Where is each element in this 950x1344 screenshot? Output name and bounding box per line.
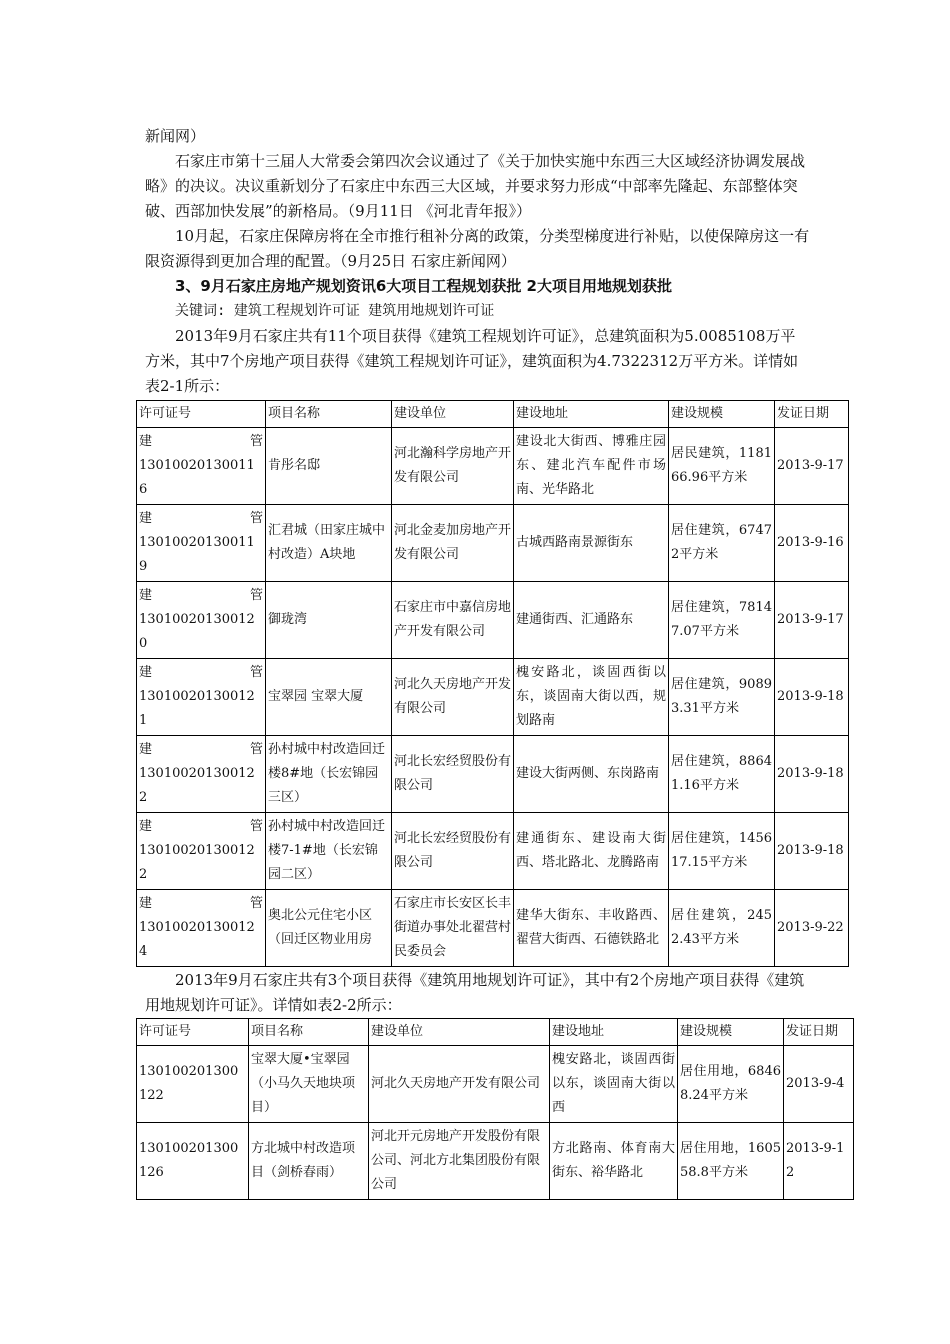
permit-prefix: 建 <box>139 588 153 603</box>
developer: 河北久天房地产开发有限公司 <box>369 1046 550 1123</box>
intro-paragraph-1: 石家庄市第十三届人大常委会第四次会议通过了《关于加快实施中东西三大区域经济协调发展战略》的决议。决议重新划分了石家庄中东西三大区域，并要求努力形成“中部率先隆起、东部整体突破、西部加快发展”的新格局。（9月11日 《河北青年报》） <box>145 152 806 220</box>
permit-number: 130100201300116 <box>139 458 255 497</box>
permit-number: 130100201300122 <box>137 1046 249 1123</box>
permit-cell <box>137 813 266 890</box>
issue-date: 2013-9-22 <box>775 890 849 967</box>
permit-prefix: 建 <box>139 896 153 911</box>
developer: 河北久天房地产开发有限公司 <box>392 659 514 736</box>
permit-number: 130100201300120 <box>139 612 255 651</box>
issue-date: 2013-9-17 <box>775 582 849 659</box>
header-unit: 建设单位 <box>369 1019 550 1046</box>
permit-cell <box>137 428 266 505</box>
permit-prefix: 建 <box>139 819 153 834</box>
permit-cell <box>137 659 266 736</box>
developer: 河北瀚科学房地产开发有限公司 <box>392 428 514 505</box>
header-permit: 许可证号 <box>137 1019 249 1046</box>
address: 方北路南、体育南大街东、裕华路北 <box>550 1123 678 1200</box>
table-row <box>137 890 849 967</box>
permit-prefix: 建 <box>139 511 153 526</box>
project-name: 汇君城（田家庄城中村改造）A块地 <box>266 505 392 582</box>
address: 古城西路南景源街东 <box>514 505 669 582</box>
project-name: 方北城中村改造项目（剑桥春雨） <box>249 1123 369 1200</box>
address: 建华大街东、丰收路西、翟营大街西、石德铁路北 <box>514 890 669 967</box>
issue-date: 2013-9-18 <box>775 659 849 736</box>
header-date: 发证日期 <box>784 1019 854 1046</box>
table-row <box>137 505 849 582</box>
header-address: 建设地址 <box>514 401 669 428</box>
project-name: 宝翠大厦•宝翠园（小马久天地块项目） <box>249 1046 369 1123</box>
section-keywords: 关键词: 建筑工程规划许可证 建筑用地规划许可证 <box>175 303 495 319</box>
table-row <box>137 428 849 505</box>
project-name: 孙村城中村改造回迁楼8#地（长宏锦园三区） <box>266 736 392 813</box>
header-permit: 许可证号 <box>137 401 266 428</box>
issue-date: 2013-9-17 <box>775 428 849 505</box>
scale: 居住用地，68468.24平方米 <box>678 1046 784 1123</box>
permit-suffix: 管 <box>249 819 263 834</box>
permit-suffix: 管 <box>249 665 263 680</box>
address: 槐安路北，谈固西街以东，谈固南大街以西，规划路南 <box>514 659 669 736</box>
table-row <box>137 1123 854 1200</box>
permit-number: 130100201300122 <box>139 843 255 882</box>
address: 建通街东、建设南大街西、塔北路北、龙腾路南 <box>514 813 669 890</box>
scale: 居住建筑，145617.15平方米 <box>669 813 775 890</box>
scale: 居住建筑，2452.43平方米 <box>669 890 775 967</box>
address: 槐安路北，谈固西街以东，谈固南大街以西 <box>550 1046 678 1123</box>
table-header-row <box>137 1019 854 1046</box>
issue-date: 2013-9-18 <box>775 736 849 813</box>
header-scale: 建设规模 <box>678 1019 784 1046</box>
table-row <box>137 1046 854 1123</box>
header-name: 项目名称 <box>266 401 392 428</box>
table-2-2 <box>136 1018 854 1200</box>
scale: 居住用地，160558.8平方米 <box>678 1123 784 1200</box>
header-scale: 建设规模 <box>669 401 775 428</box>
address: 建设北大街西、博雅庄园东、建北汽车配件市场南、光华路北 <box>514 428 669 505</box>
header-unit: 建设单位 <box>392 401 514 428</box>
developer: 河北金麦加房地产开发有限公司 <box>392 505 514 582</box>
permit-suffix: 管 <box>249 742 263 757</box>
permit-cell <box>137 505 266 582</box>
issue-date: 2013-9-18 <box>775 813 849 890</box>
header-name: 项目名称 <box>249 1019 369 1046</box>
issue-date: 2013-9-4 <box>784 1046 854 1123</box>
project-name: 宝翠园 宝翠大厦 <box>266 659 392 736</box>
permit-cell <box>137 582 266 659</box>
table2-intro-paragraph: 2013年9月石家庄共有3个项目获得《建筑用地规划许可证》，其中有2个房地产项目获得《建筑用地规划许可证》。详情如表2-2所示： <box>145 971 805 1014</box>
project-name: 御珑湾 <box>266 582 392 659</box>
permit-prefix: 建 <box>139 665 153 680</box>
issue-date: 2013-9-16 <box>775 505 849 582</box>
developer: 石家庄市长安区长丰街道办事处北翟营村民委员会 <box>392 890 514 967</box>
scale: 居住建筑，88641.16平方米 <box>669 736 775 813</box>
permit-number: 130100201300126 <box>137 1123 249 1200</box>
table-row <box>137 659 849 736</box>
scale: 居民建筑，118166.96平方米 <box>669 428 775 505</box>
scale: 居住建筑，78147.07平方米 <box>669 582 775 659</box>
address: 建设大街两侧、东岗路南 <box>514 736 669 813</box>
table-row <box>137 582 849 659</box>
permit-number: 130100201300124 <box>139 920 255 959</box>
permit-suffix: 管 <box>249 896 263 911</box>
intro-line-tail: 新闻网） <box>145 127 206 145</box>
header-date: 发证日期 <box>775 401 849 428</box>
permit-suffix: 管 <box>249 434 263 449</box>
permit-cell <box>137 890 266 967</box>
permit-suffix: 管 <box>249 511 263 526</box>
permit-number: 130100201300121 <box>139 689 255 728</box>
developer: 河北长宏经贸股份有限公司 <box>392 813 514 890</box>
developer: 河北长宏经贸股份有限公司 <box>392 736 514 813</box>
table-row <box>137 813 849 890</box>
project-name: 奥北公元住宅小区（回迁区物业用房 <box>266 890 392 967</box>
issue-date: 2013-9-12 <box>784 1123 854 1200</box>
project-name: 孙村城中村改造回迁楼7-1#地（长宏锦园二区） <box>266 813 392 890</box>
scale: 居住建筑，67472平方米 <box>669 505 775 582</box>
table1-intro-paragraph: 2013年9月石家庄共有11个项目获得《建筑工程规划许可证》，总建筑面积为5.0085108万平方米，其中7个房地产项目获得《建筑工程规划许可证》，建筑面积为4.7322312万平方米。详情如表2-1所示： <box>145 327 799 395</box>
address: 建通街西、汇通路东 <box>514 582 669 659</box>
header-address: 建设地址 <box>550 1019 678 1046</box>
table-row <box>137 736 849 813</box>
intro-paragraph-2: 10月起，石家庄保障房将在全市推行租补分离的政策，分类型梯度进行补贴，以使保障房这一有限资源得到更加合理的配置。（9月25日 石家庄新闻网） <box>145 227 810 270</box>
permit-cell <box>137 736 266 813</box>
section-heading: 3、9月石家庄房地产规划资讯6大项目工程规划获批 2大项目用地规划获批 <box>175 277 672 295</box>
permit-prefix: 建 <box>139 742 153 757</box>
permit-suffix: 管 <box>249 588 263 603</box>
developer: 石家庄市中嘉信房地产开发有限公司 <box>392 582 514 659</box>
project-name: 肯彤名邸 <box>266 428 392 505</box>
scale: 居住建筑，90893.31平方米 <box>669 659 775 736</box>
table-header-row <box>137 401 849 428</box>
developer: 河北开元房地产开发股份有限公司、河北方北集团股份有限公司 <box>369 1123 550 1200</box>
table-2-1 <box>136 400 849 967</box>
permit-number: 130100201300122 <box>139 766 255 805</box>
permit-prefix: 建 <box>139 434 153 449</box>
permit-number: 130100201300119 <box>139 535 255 574</box>
